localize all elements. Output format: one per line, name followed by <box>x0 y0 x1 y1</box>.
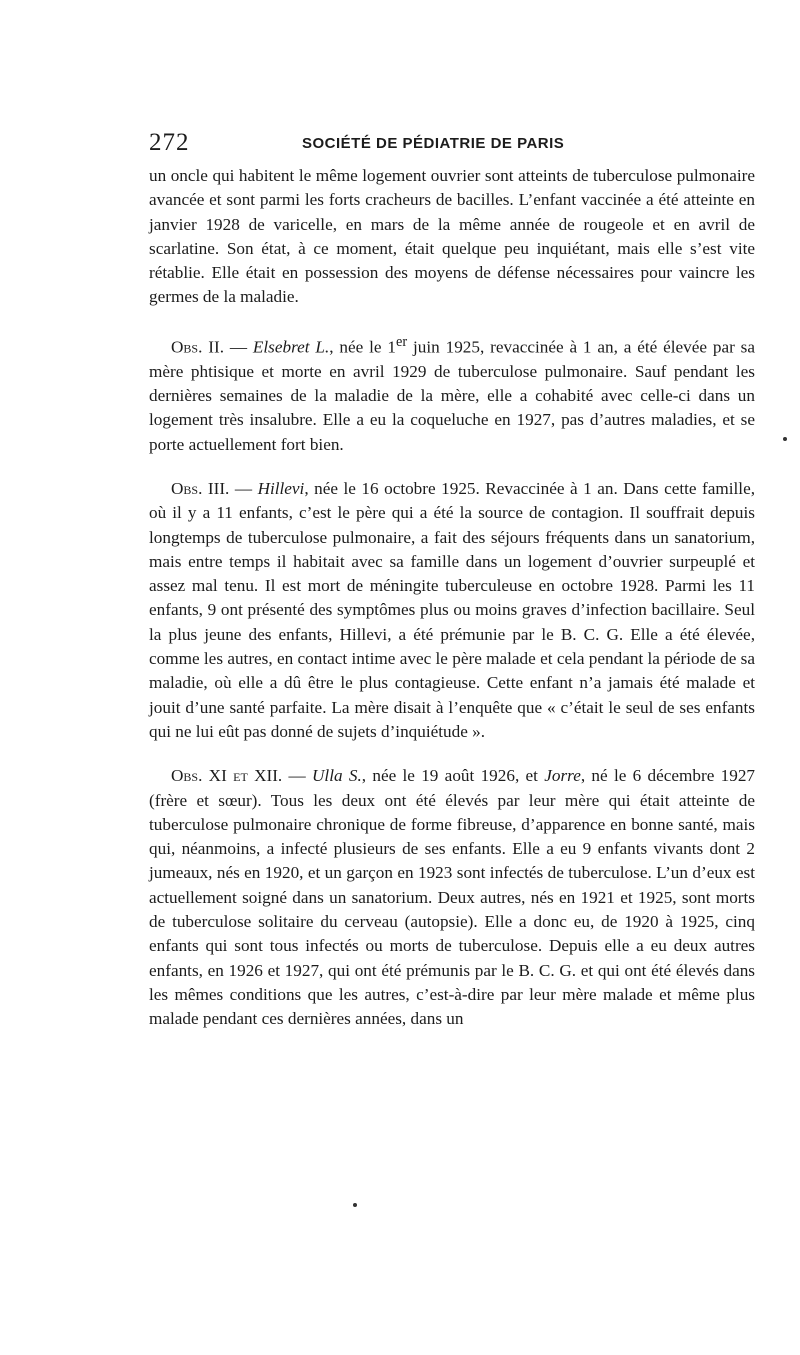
observation-2 <box>149 330 755 457</box>
observation-text: , né le 6 décembre 1927 (frère et sœur). Tous les deux ont été élevés par leur mère qui était atteinte de tuberculose pulmonaire chronique de forme fibreuse, d’apparence en bonne santé, mais qui, néanmoins, a infecté plusieurs de ses enfants. Elle a eu 9 enfants vivants dont 2 jumeaux, nés en 1920, et un garçon en 1923 sont infectés de tuberculose. L’un d’eux est actuellement soigné dans un sanatorium. Deux autres, nés en 1921 et 1925, sont morts de tuberculose solitaire du cerveau (autopsie). Elle a donc eu, de 1920 à 1925, cinq enfants qui sont tous infectés ou morts de tuberculose. Depuis elle a eu deux autres enfants, en 1926 et 1927, qui ont été prémunis par le B. C. G. et qui ont été élevés dans les mêmes conditions que les autres, c’est-à-dire par leur mère malade et même plus malade pendant ces dernières années, dans un <box>149 766 756 1029</box>
journal-title: SOCIÉTÉ DE PÉDIATRIE DE PARIS <box>302 135 565 152</box>
print-speck <box>783 437 787 441</box>
superscript: er <box>396 333 408 350</box>
print-speck <box>353 1203 357 1207</box>
observation-label: Obs. III. <box>171 479 230 498</box>
observation-text: juin 1925, revaccinée à 1 an, a été élevée par sa mère phtisique et morte en avril 1929 de tuberculose pulmonaire. Sauf pendant les dernières semaines de la maladie de la mère, elle a cohabité avec celle-ci dans un logement très insalubre. Elle a eu la coqueluche en 1927, pas d’autres maladies, et se porte actuellement fort bien. <box>149 337 756 454</box>
observation-label: Obs. XI et XII. <box>171 766 283 786</box>
patient-name: Jorre <box>544 766 581 786</box>
em-dash: — <box>229 479 258 498</box>
em-dash: — <box>282 766 313 786</box>
body-text <box>149 164 755 1032</box>
patient-name: Hillevi <box>257 479 305 498</box>
page-number: 272 <box>149 129 190 156</box>
paragraph-continuation: un oncle qui habitent le même logement ouvrier sont atteints de tuberculose pulmonaire avancée et sont parmi les forts cracheurs de bacilles. L’enfant vaccinée a été atteinte en janvier 1928 de varicelle, en mars de la même année de rougeole et en avril de scarlatine. Son état, à ce moment, était quelque peu inquiétant, mais elle s’est vite rétablie. Elle était en possession des moyens de défense nécessaires pour vaincre les germes de la maladie. <box>149 166 755 307</box>
patient-name: Ulla S. <box>312 766 362 786</box>
observation-11-12 <box>149 764 755 1031</box>
em-dash: — <box>224 337 253 357</box>
running-head <box>149 128 755 164</box>
observation-label: Obs. II. <box>171 337 224 357</box>
observation-text: , née le 16 octobre 1925. Revaccinée à 1 an. Dans cette famille, où il y a 11 enfants, c’est le père qui a été la source de contagion. Il souffrait depuis longtemps de tuberculose pulmonaire, a fait des séjours fréquents dans un sanatorium, mais entre temps il habitait avec sa famille dans un logement d’ouvrier surpeuplé et assez mal tenu. Il est mort de méningite tuberculeuse en octobre 1928. Parmi les 11 enfants, 9 ont présenté des symptômes plus ou moins graves d’infection bacillaire. Seul la plus jeune des enfants, Hillevi, a été prémunie par le B. C. G. Elle a été élevée, comme les autres, en contact intime avec le père malade et cela pendant la période de sa maladie, où elle a dû être le plus contagieuse. Cette enfant n’a jamais été malade et jouit d’une santé parfaite. La mère disait à l’enquête que « c’était le seul de ses enfants qui ne lui eût pas donné de sujets d’inquiétude ». <box>149 479 756 741</box>
observation-text: , née le 19 août 1926, et <box>361 766 545 786</box>
patient-name: Elsebret L. <box>252 337 330 357</box>
book-page <box>149 128 755 1032</box>
observation-3 <box>149 477 755 744</box>
observation-text: , née le 1 <box>329 337 396 357</box>
